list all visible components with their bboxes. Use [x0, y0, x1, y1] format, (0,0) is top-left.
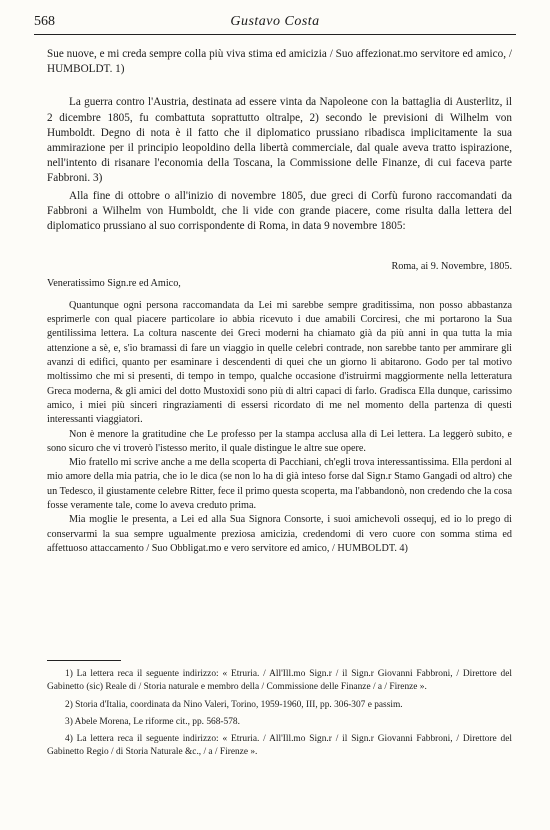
paragraph-corfu: Alla fine di ottobre o all'inizio di novembre 1805, due greci di Corfù furono raccomandati da Fabbroni a Wilhelm von Humboldt, che li vide con grande piacere, come risulta dalla lettera del diplomatico prussiano al suo corrispondente di Roma, in data 9 novembre 1805: — [47, 189, 512, 233]
letter-paragraph: Quantunque ogni persona raccomandata da Lei mi sarebbe sempre graditissima, non posso abbastanza esprimerle con qual piacere particolare io abbia ricevuto i due amabili Corciresi, che mi portarono la Sua gentilissima lettera. La coltura nascente dei Greci moderni ha chiamato già da più anni in qua tutta la mia attenzione a sè, e, s'io bramassi di fare un viaggio in quelle celebri contrade, non sarebbe tanto per ammirare gli avanzi di edifici, quanto per esaminare i descendenti di quei che un giorno li abitarono. Godo per tal motivo moltissimo che mi si presenti, di tempo in tempo, qualche occasione d'istruirmi maggiormente nella letteratura Greca moderna, & gli amici del dotto Mustoxidi sono più di altri capaci di farlo. Gradisca Ella dunque, carissimo amico, i miei più sinceri ringraziamenti di essersi ricordato di me nel momento della partenza di questi interessanti viaggiatori. — [47, 299, 512, 426]
main-text — [47, 47, 512, 556]
quoted-letter — [47, 260, 512, 556]
footnote-divider — [47, 660, 121, 661]
letter-salutation: Veneratissimo Sign.re ed Amico, — [47, 277, 181, 289]
page-header — [34, 14, 516, 35]
letter-paragraph: Non è menore la gratitudine che Le professo per la stampa acclusa alla di Lei lettera. La leggerò subito, e sono sicuro che vi troverò l'istesso merito, il quale distingue le altre sue opere. — [47, 428, 512, 454]
footnote: 4) La lettera reca il seguente indirizzo: « Etruria. / All'Ill.mo Sign.r / il Sign.r Giovanni Fabbroni, / Direttore del Gabinetto Regio / di Storia Naturale &c., / a / Firenze ». — [47, 734, 512, 758]
letter-paragraph: Mia moglie le presenta, a Lei ed alla Sua Signora Consorte, i suoi amichevoli ossequj, ed io lo prego di conservarmi la sua sempre ugualmente preziosa amicizia, credendomi di vero cuore con somma stima ed affettuoso attaccamento / Suo Obbligat.mo e vero servitore ed amico, / HUMBOLDT. 4) — [47, 514, 512, 554]
letter-dateline: Roma, ai 9. Novembre, 1805. — [391, 261, 512, 273]
letter-paragraph: Mio fratello mi scrive anche a me della scoperta di Pacchiani, ch'egli trova interessantissima. Ella perdoni al mio amore della mia patria, che io le dica (se non lo ha di già inteso forse dal Sign.r Stamo Gangadi od altro) che un Tedesco, il giustamente celebre Ritter, fece il primo questa scoperta, ma l'abbandonò, non credendo che la cosa fosse veramente tale, come lo aveva creduto prima. — [47, 457, 512, 511]
paragraph-closing: Sue nuove, e mi creda sempre colla più viva stima ed amicizia / Suo affezionat.mo servitore ed amico, / HUMBOLDT. 1) — [47, 48, 512, 76]
footnotes — [47, 668, 512, 764]
running-title: Gustavo Costa — [230, 14, 320, 29]
footnote: 3) Abele Morena, Le riforme cit., pp. 568-578. — [65, 716, 240, 727]
paragraph-austria: La guerra contro l'Austria, destinata ad essere vinta da Napoleone con la battaglia di Austerlitz, il 2 dicembre 1805, fu combattuta soprattutto oltralpe, 2) secondo le previsioni di Wilhelm von Humboldt. Degno di nota è il fatto che il diplomatico prussiano ribadisca implicitamente la sua ammirazione per il principio leopoldino della libertà commerciale, dal quale aveva tratto ispirazione, nell'intento di risanare l'economia della Toscana, la Commissione delle Finanze, di cui faceva parte Fabbroni. 3) — [47, 96, 512, 185]
page-number: 568 — [34, 14, 55, 29]
footnote: 1) La lettera reca il seguente indirizzo: « Etruria. / All'Ill.mo Sign.r / il Sign.r Giovanni Fabbroni, / Direttore del Gabinetto (sic) Reale di / Storia naturale e membro della / Commissione delle Finanze / a / Firenze ». — [47, 669, 512, 693]
footnote: 2) Storia d'Italia, coordinata da Nino Valeri, Torino, 1959-1960, III, pp. 306-307 e passim. — [65, 699, 403, 710]
